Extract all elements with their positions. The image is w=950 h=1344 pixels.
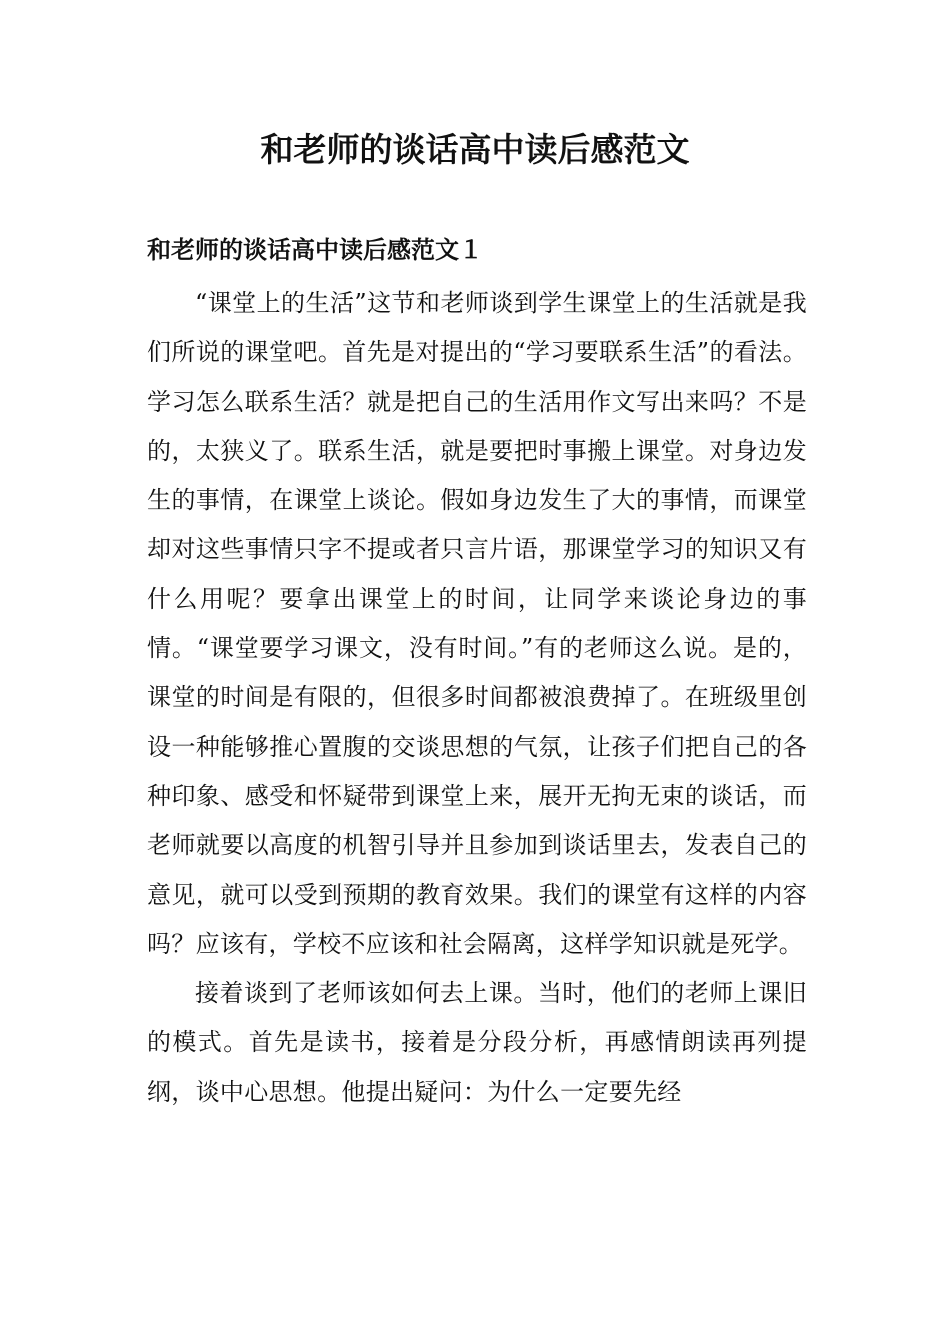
document-body	[147, 279, 807, 1117]
paragraph-2: 接着谈到了老师该如何去上课。当时，他们的老师上课旧的模式。首先是读书，接着是分段分析，再感情朗读再列提纲，谈中心思想。他提出疑问：为什么一定要先经	[147, 979, 807, 1106]
paragraph-1: “课堂上的生活”这节和老师谈到学生课堂上的生活就是我们所说的课堂吧。首先是对提出的“学习要联系生活”的看法。学习怎么联系生活？就是把自己的生活用作文写出来吗？不是的，太狭义了。联系生活，就是要把时事搬上课堂。对身边发生的事情，在课堂上谈论。假如身边发生了大的事情，而课堂却对这些事情只字不提或者只言片语，那课堂学习的知识又有什么用呢？要拿出课堂上的时间，让同学来谈论身边的事情。“课堂要学习课文，没有时间。”有的老师这么说。是的，课堂的时间是有限的，但很多时间都被浪费掉了。在班级里创设一种能够推心置腹的交谈思想的气氛，让孩子们把自己的各种印象、感受和怀疑带到课堂上来，展开无拘无束的谈话，而老师就要以高度的机智引导并且参加到谈话里去，发表自己的意见，就可以受到预期的教育效果。我们的课堂有这样的内容吗？应该有，学校不应该和社会隔离，这样学知识就是死学。	[147, 289, 807, 958]
section-heading: 和老师的谈话高中读后感范文１	[147, 235, 483, 264]
document-title: 和老师的谈话高中读后感范文	[260, 130, 690, 169]
